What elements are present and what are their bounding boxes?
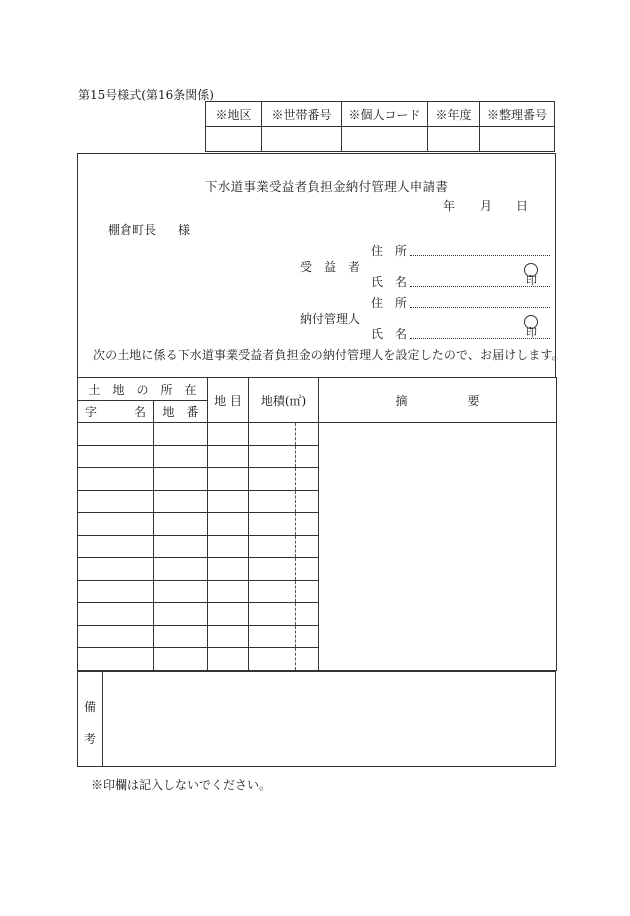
remarks-label	[78, 672, 103, 766]
land-cell-chimoku[interactable]	[208, 536, 249, 558]
code-cell-ref[interactable]	[480, 127, 555, 152]
land-cell-chiban[interactable]	[154, 603, 208, 626]
footnote: ※印欄は記入しないでください。	[91, 778, 272, 792]
land-cell-area-int[interactable]	[249, 536, 296, 558]
aza-header	[78, 401, 154, 423]
tekiyo-header: 摘 要	[319, 378, 557, 423]
manager-label: 納付管理人	[300, 312, 361, 326]
land-cell-chiban[interactable]	[154, 513, 208, 536]
land-cell-area-dec[interactable]	[296, 603, 319, 626]
land-cell-area-dec[interactable]	[296, 468, 319, 491]
remarks-label-top: 備	[84, 700, 97, 714]
land-cell-area-dec[interactable]	[296, 446, 319, 468]
land-cell-area-int[interactable]	[249, 581, 296, 603]
land-cell-chimoku[interactable]	[208, 446, 249, 468]
code-cell-household[interactable]	[262, 127, 342, 152]
land-cell-chiban[interactable]	[154, 558, 208, 581]
chimoku-header: 地 目	[208, 378, 249, 423]
remarks-label-bottom: 考	[84, 732, 97, 746]
location-header: 土 地 の 所 在	[78, 378, 208, 401]
code-header-household: ※世帯番号	[262, 102, 342, 127]
land-cell-chimoku[interactable]	[208, 468, 249, 491]
beneficiary-label: 受 益 者	[300, 260, 361, 274]
land-cell-aza[interactable]	[78, 648, 154, 671]
beneficiary-name-label: 氏 名	[371, 275, 408, 289]
land-cell-aza[interactable]	[78, 558, 154, 581]
land-cell-area-dec[interactable]	[296, 513, 319, 536]
application-statement: 次の土地に係る下水道事業受益者負担金の納付管理人を設定したので、お届けします。	[93, 348, 564, 362]
code-cell-district[interactable]	[206, 127, 262, 152]
land-cell-area-int[interactable]	[249, 648, 296, 671]
land-cell-area-int[interactable]	[249, 491, 296, 513]
land-cell-area-int[interactable]	[249, 423, 296, 446]
code-header-ref: ※整理番号	[480, 102, 555, 127]
land-cell-area-dec[interactable]	[296, 558, 319, 581]
land-cell-aza[interactable]	[78, 536, 154, 558]
date-month: 月	[480, 199, 493, 213]
date-day: 日	[516, 199, 529, 213]
land-cell-area-dec[interactable]	[296, 423, 319, 446]
land-cell-chimoku[interactable]	[208, 423, 249, 446]
land-cell-area-int[interactable]	[249, 513, 296, 536]
land-cell-aza[interactable]	[78, 468, 154, 491]
land-cell-area-dec[interactable]	[296, 491, 319, 513]
manager-name-label: 氏 名	[371, 327, 408, 341]
beneficiary-address-label: 住 所	[371, 244, 408, 258]
land-cell-chiban[interactable]	[154, 581, 208, 603]
land-cell-chiban[interactable]	[154, 446, 208, 468]
land-cell-aza[interactable]	[78, 491, 154, 513]
land-cell-area-int[interactable]	[249, 603, 296, 626]
land-cell-aza[interactable]	[78, 513, 154, 536]
mei-label: 名	[133, 405, 146, 419]
land-cell-area-dec[interactable]	[296, 581, 319, 603]
code-cell-personal[interactable]	[342, 127, 428, 152]
manager-seal-mark: 印	[526, 326, 537, 339]
land-cell-chiban[interactable]	[154, 468, 208, 491]
honorific: 様	[178, 223, 191, 237]
code-header-year: ※年度	[428, 102, 480, 127]
land-cell-chiban[interactable]	[154, 536, 208, 558]
remarks-box[interactable]	[77, 671, 556, 767]
code-table	[205, 101, 555, 152]
code-header-personal: ※個人コード	[342, 102, 428, 127]
land-cell-area-dec[interactable]	[296, 648, 319, 671]
beneficiary-seal-mark: 印	[526, 274, 537, 287]
manager-address-field[interactable]	[410, 307, 550, 308]
land-cell-chimoku[interactable]	[208, 513, 249, 536]
land-cell-chiban[interactable]	[154, 648, 208, 671]
land-cell-chimoku[interactable]	[208, 603, 249, 626]
land-cell-area-dec[interactable]	[296, 626, 319, 648]
manager-address-label: 住 所	[371, 296, 408, 310]
land-cell-area-int[interactable]	[249, 626, 296, 648]
form-number: 第15号様式(第16条関係)	[78, 88, 214, 102]
land-cell-chiban[interactable]	[154, 626, 208, 648]
date-year: 年	[443, 199, 456, 213]
land-cell-chimoku[interactable]	[208, 581, 249, 603]
chiban-header: 地 番	[154, 401, 208, 423]
land-cell-aza[interactable]	[78, 603, 154, 626]
aza-label: 字	[85, 405, 98, 419]
land-cell-chiban[interactable]	[154, 491, 208, 513]
beneficiary-address-field[interactable]	[410, 255, 550, 256]
addressee: 棚倉町長	[108, 223, 157, 237]
land-cell-area-int[interactable]	[249, 558, 296, 581]
code-header-district: ※地区	[206, 102, 262, 127]
document-title: 下水道事業受益者負担金納付管理人申請書	[205, 179, 449, 194]
land-cell-aza[interactable]	[78, 626, 154, 648]
land-cell-area-int[interactable]	[249, 468, 296, 491]
land-cell-aza[interactable]	[78, 581, 154, 603]
land-cell-chimoku[interactable]	[208, 558, 249, 581]
land-cell-area-dec[interactable]	[296, 536, 319, 558]
land-table	[77, 377, 557, 671]
tekiyo-cell[interactable]	[319, 423, 557, 671]
land-cell-chimoku[interactable]	[208, 626, 249, 648]
area-header: 地積(㎡)	[249, 378, 319, 423]
code-cell-year[interactable]	[428, 127, 480, 152]
land-cell-aza[interactable]	[78, 423, 154, 446]
land-cell-chimoku[interactable]	[208, 491, 249, 513]
land-cell-chiban[interactable]	[154, 423, 208, 446]
land-cell-area-int[interactable]	[249, 446, 296, 468]
land-cell-aza[interactable]	[78, 446, 154, 468]
land-cell-chimoku[interactable]	[208, 648, 249, 671]
